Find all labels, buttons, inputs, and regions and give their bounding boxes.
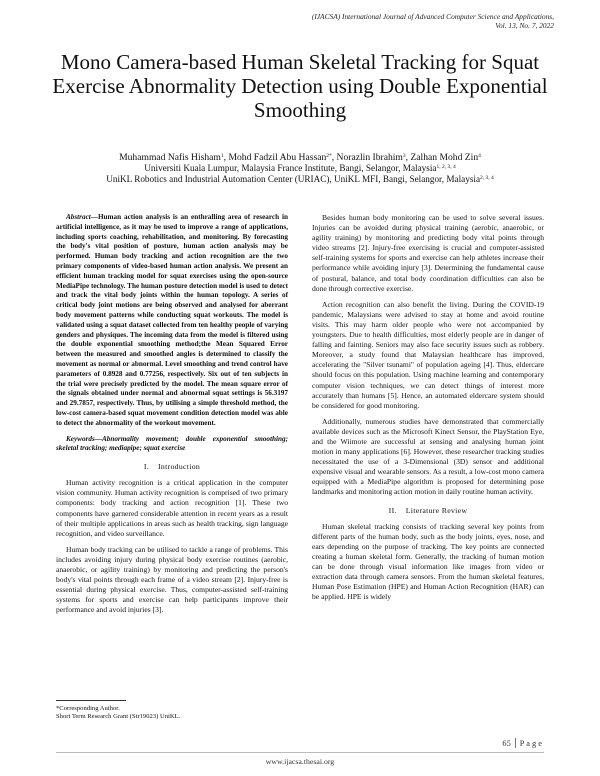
page-number-divider xyxy=(515,738,516,748)
footnotes xyxy=(56,700,288,721)
affiliation-2 xyxy=(40,174,560,185)
affiliation-2-text: UniKL Robotics and Industrial Automation Center (URIAC), UniKL MFI, Bangi, Selangor, Malaysia xyxy=(106,174,481,184)
section-heading-introduction: I. Introduction xyxy=(143,462,201,472)
author-4: , Zalhan Mohd Zin xyxy=(405,152,479,163)
literature-paragraph-1: Human skeletal tracking consists of tracking several key points from different parts of the human body, such as the body joints, eyes, nose, and ears depending on the purpose of tracking. The key points are connected creating a human skeletal form. Generally, the tracking of human motion can be done through visual information like images from video or extraction data through camera sensors. From the human skeletal features, Human Pose Estimation (HPE) and Human Action Recognition (HAR) can be applied. HPE is widely xyxy=(312,521,544,602)
author-4-sup: 4 xyxy=(478,153,481,159)
author-block xyxy=(40,152,560,185)
footer-rule xyxy=(56,752,544,753)
author-3: , Norazlin Ibrahim xyxy=(331,152,403,163)
paper-title: Mono Camera-based Human Skeletal Tracking for Squat Exercise Abnormality Detection using Double Exponential Smoothing xyxy=(52,50,548,122)
journal-name: (IJACSA) International Journal of Advanced Computer Science and Applications, xyxy=(311,12,554,21)
abstract xyxy=(56,213,288,429)
right-column xyxy=(312,213,544,608)
section-heading-literature-review: II. Literature Review xyxy=(388,505,468,515)
page-number-value: 65 xyxy=(502,739,511,748)
journal-header xyxy=(194,12,554,30)
right-paragraph-2: Action recognition can also benefit the living. During the COVID-19 pandemic, Malaysians were advised to stay at home and avoid routine visits. This may harm older people who were not accompanied by youngsters. Due to health difficulties, most elderly people are in danger of falling and fainting. Seniors may also face security issues such as robbery. Moreover, a study found that Malaysian healthcare has improved, accelerating the "Silver tsunami" of population ageing [4]. Thus, eldercare should focus on this population. Using machine learning and contemporary computer vision techniques, we can detect things of interest more accurately than humans [5]. Hence, an automated eldercare system should be considered for good monitoring. xyxy=(312,299,544,410)
intro-paragraph-2: Human body tracking can be utilised to tackle a range of problems. This includes avoiding injury during physical body exercise routines (aerobic, anaerobic, or agility training) by monitoring and predicting the person's body's vital points through each frame of a video stream [2]. Injury-free is essential during physical exercise. Thus, computer-assisted self-training systems for sports and exercise can help participants improve their performance and avoid injuries [3]. xyxy=(56,544,288,615)
journal-volume: Vol. 13, No. 7, 2022 xyxy=(495,21,554,30)
footer-url: www.ijacsa.thesai.org xyxy=(265,757,335,766)
author-1-sup: 1 xyxy=(220,153,224,159)
author-2: , Mohd Fadzil Abu Hassan xyxy=(223,152,327,163)
abstract-lead: Abstract xyxy=(66,213,91,221)
affiliation-1-sup: 1, 2, 3, 4 xyxy=(436,164,456,170)
intro-paragraph-1: Human activity recognition is a critical application in the computer vision community. Human activity recognition is comprised of two primary components: body tracking and action recognition [1]. These two components have garnered considerable attention in recent years as a result of their multiple applications in areas such as health tracking, sign language recognition, and video surveillance. xyxy=(56,478,288,538)
author-2-sup: 2* xyxy=(326,153,332,159)
abstract-text: —Human action analysis is an enthralling area of research in artificial intelligence, as it may be used to improve a range of applications, including sports coaching, rehabilitation, and monitoring. By forecasting the body's vital position of posture, human action analysis may be performed. Human body tracking and action recognition are the two primary components of video-based human action analysis. We present an efficient human tracking model for squat exercises using the open-source MediaPipe technology. The human posture detection model is used to detect and track the vital body joints within the human topology. A series of critical body joint motions are being observed and analysed for aberrant body movement patterns while conducting squat workouts. The model is validated using a squat dataset collected from ten healthy people of varying genders and physiques. The incoming data from the model is filtered using the double exponential smoothing method;the Mean Squared Error between the measured and smoothed angles is determined to classify the movement as normal or abnormal. Level smoothing and trend control have parameters of 0.8928 and 0.77256, respectively. Six out of ten subjects in the trial were precisely predicted by the model. The mean square error of the signals obtained under normal and abnormal squat settings is 56.3197 and 29.7857, respectively. Thus, by utilising a simple threshold method, the low-cost camera-based squat movement condition detection model was able to detect the abnormality of the workout movement. xyxy=(56,213,288,427)
author-1: Muhammad Nafis Hisham xyxy=(119,152,221,163)
author-3-sup: 3 xyxy=(402,153,406,159)
right-paragraph-1: Besides human body monitoring can be used to solve several issues. Injuries can be avoided during physical training (aerobic, anaerobic, or agility training) by monitoring and predicting body vital points through video streams [2]. Injury-free exercising is crucial and computer-assisted self-training systems for sports and exercise can help athletes increase their performance while avoiding injury [3]. Determining the fundamental cause of postural, balance, and total body coordination difficulties can also be done through corrective exercise. xyxy=(312,213,544,293)
right-paragraph-3: Additionally, numerous studies have demonstrated that commercially available devices such as the Microsoft Kinect Sensor, the PlayStation Eye, and the Wiimote are successful at sensing and analysing human joint motion in many applications [6]. However, these researcher tracking studies necessitated the use of a 3-Dimensional (3D) sensor and additional expensive visual and wearable sensors. As a result, a low-cost mono camera equipped with a MediaPipe algorithm is proposed for determining pose landmarks and monitoring action motion in daily routine human activity. xyxy=(312,416,544,497)
affiliation-2-sup: 2, 3, 4 xyxy=(480,175,494,181)
page-label: P a g e xyxy=(519,739,542,748)
footnote-rule xyxy=(56,700,126,701)
page-number xyxy=(502,738,542,748)
left-column xyxy=(56,213,288,621)
footnote-corresponding: *Corresponding Author. xyxy=(56,705,120,712)
footnote-grant: Short Term Research Grant (Str19023) UniKL. xyxy=(56,713,181,721)
affiliation-1-text: Universiti Kuala Lumpur, Malaysia France Institute, Bangi, Selangor, Malaysia xyxy=(144,163,437,173)
keywords: Keywords—Abnormality movement; double exponential smoothing; skeletal tracking; mediapipe; squat exercise xyxy=(56,434,288,453)
author-names xyxy=(40,152,560,163)
affiliation-1 xyxy=(40,163,560,174)
